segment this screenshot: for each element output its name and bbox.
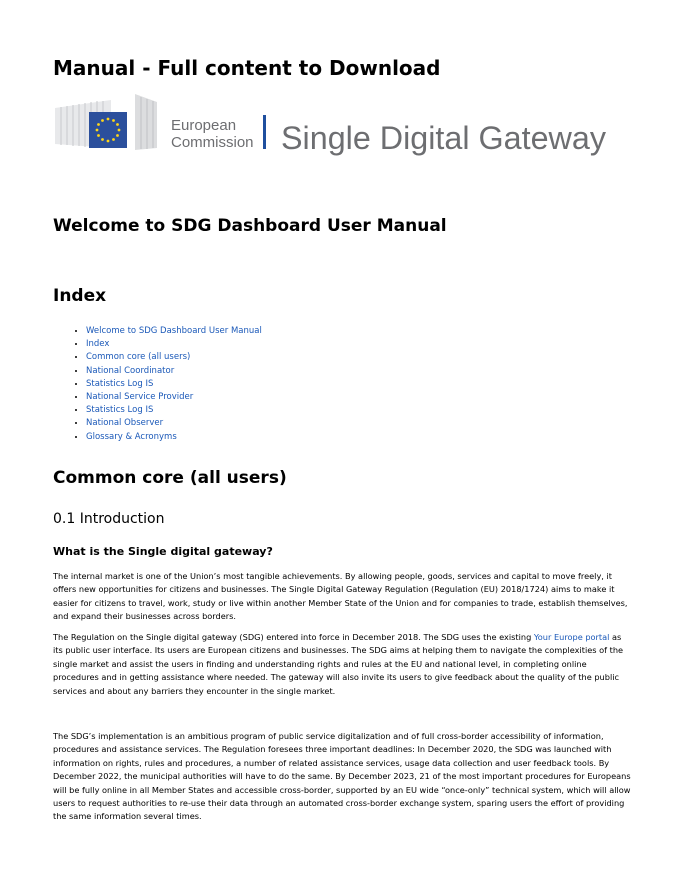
ec-name-line1: European [171, 117, 237, 134]
index-link-statistics-log-1[interactable]: Statistics Log IS [86, 378, 154, 389]
index-link-national-observer[interactable]: National Observer [86, 418, 164, 429]
list-item [86, 417, 262, 430]
paragraph-regulation [53, 631, 633, 698]
index-link-common-core[interactable]: Common core (all users) [86, 352, 191, 363]
eu-flag-icon [89, 112, 127, 148]
your-europe-portal-link[interactable]: Your Europe portal [533, 632, 610, 642]
list-item [86, 325, 262, 338]
introduction-heading: 0.1 Introduction [53, 511, 165, 527]
paragraph-regulation-text-start: The Regulation on the Single digital gateway (SDG) entered into force in December 2018. The SDG uses the existing [53, 632, 534, 642]
index-link-welcome[interactable]: Welcome to SDG Dashboard User Manual [86, 326, 262, 336]
index-heading: Index [53, 286, 107, 306]
banner-divider [263, 115, 266, 149]
welcome-heading: Welcome to SDG Dashboard User Manual [53, 216, 447, 236]
list-item [86, 351, 262, 364]
index-link-glossary[interactable]: Glossary & Acronyms [86, 431, 177, 442]
product-name: Single Digital Gateway [281, 120, 606, 156]
paragraph-implementation: The SDG’s implementation is an ambitious program of public service digitalization and of full cross-border accessibility of information, procedures and assistance services. The Regulation foresees three important deadlines: In December 2020, the SDG was launched with information on rights, rules and procedures, a number of related assistance services, usage data collection and user feedback tools. By December 2022, the municipal authorities will have to do the same. By December 2023, 21 of the most important procedures for Europeans will be fully online in all Member States and accessible cross-border, supported by an EU wide “once-only” technical system, which will allow users to request authorities to re-use their data through an automated cross-border exchange system, sparing users the effort of providing the same information several times. [53, 731, 631, 822]
common-core-heading: Common core (all users) [53, 468, 287, 488]
list-item [86, 365, 262, 378]
index-link-national-coordinator[interactable]: National Coordinator [86, 365, 175, 376]
page-title: Manual - Full content to Download [53, 56, 441, 80]
paragraph-regulation-text-end: as its public user interface. Its users are European citizens and businesses. The SDG aims at helping them to navigate the complexities of the single market and assist the users in finding and understanding rights and rules at the EU and national level, in completing online procedures and in getting assistance where needed. The gateway will also invite its users to give feedback about the quality of the public services and about any barriers they encounter in the single market. [53, 632, 624, 696]
sdg-banner [53, 90, 613, 158]
list-item [86, 338, 262, 351]
sdg-question-heading: What is the Single digital gateway? [53, 545, 273, 558]
index-link-index[interactable]: Index [86, 339, 110, 350]
list-item [86, 404, 262, 417]
list-item [86, 391, 262, 404]
index-link-statistics-log-2[interactable]: Statistics Log IS [86, 405, 154, 416]
paragraph-internal-market: The internal market is one of the Union’s most tangible achievements. By allowing people, goods, services and capital to move freely, it offers new opportunities for citizens and businesses. The Single Digital Gateway Regulation (Regulation (EU) 2018/1724) aims to make it easier for citizens to travel, work, study or live within another Member State of the Union and for companies to trade, establish themselves, and expand their businesses across borders. [53, 571, 628, 622]
list-item [86, 431, 262, 444]
index-link-national-service-provider[interactable]: National Service Provider [86, 392, 194, 403]
list-item [86, 378, 262, 391]
index-list [53, 325, 262, 444]
ec-name-line2: Commission [171, 134, 254, 151]
